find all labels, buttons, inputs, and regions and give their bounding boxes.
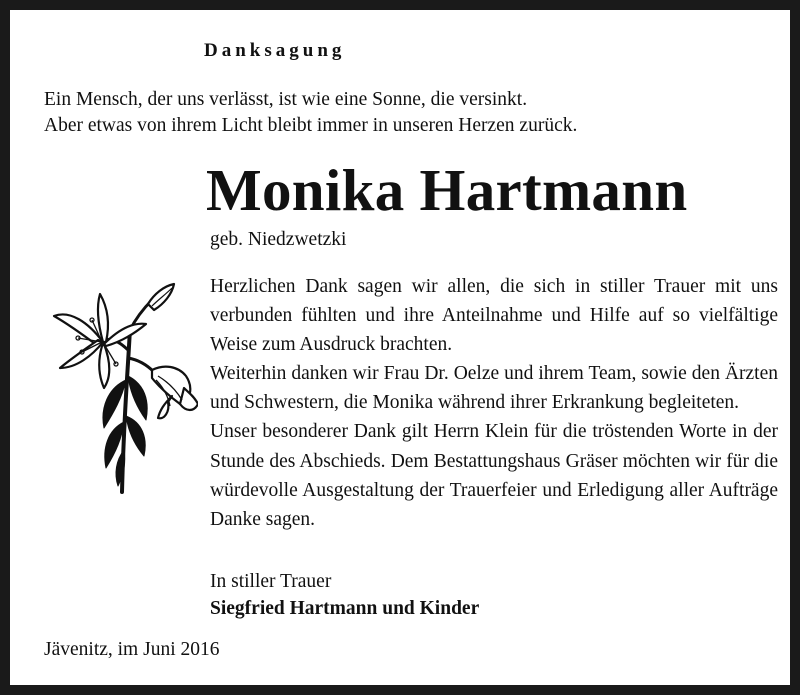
signature-names: Siegfried Hartmann und Kinder <box>210 598 480 619</box>
quote <box>44 87 577 139</box>
thanks-paragraph: Unser besonderer Dank gilt Herrn Klein für die tröstenden Worte in der Stunde des Abschieds. Dem Bestattungshaus Gräser möchten wir für die würdevolle Ausgestaltung der Trauerfeier und Erledigung aller Aufträge Danke sagen. <box>210 421 778 530</box>
deceased-name: Monika Hartmann <box>206 157 688 223</box>
thanks-paragraph: Weiterhin danken wir Frau Dr. Oelze und ihrem Team, sowie den Ärzten und Schwestern, die Monika während ihrer Erkrankung begleiteten. <box>210 363 778 414</box>
thanks-text <box>210 272 778 534</box>
birth-name: geb. Niedzwetzki <box>210 229 347 250</box>
quote-line: Ein Mensch, der uns verlässt, ist wie eine Sonne, die versinkt. <box>44 89 528 110</box>
notice-heading: Danksagung <box>204 40 346 61</box>
thanks-paragraph: Herzlichen Dank sagen wir allen, die sich in stiller Trauer mit uns verbunden fühlten und ihre Anteilnahme und Hilfe auf so vielfältige Weise zum Ausdruck brachten. <box>210 276 778 356</box>
signature-intro: In stiller Trauer <box>210 571 332 592</box>
quote-line: Aber etwas von ihrem Licht bleibt immer in unseren Herzen zurück. <box>44 115 578 136</box>
place-date: Jävenitz, im Juni 2016 <box>44 639 220 660</box>
lily-flower-icon <box>48 280 198 495</box>
